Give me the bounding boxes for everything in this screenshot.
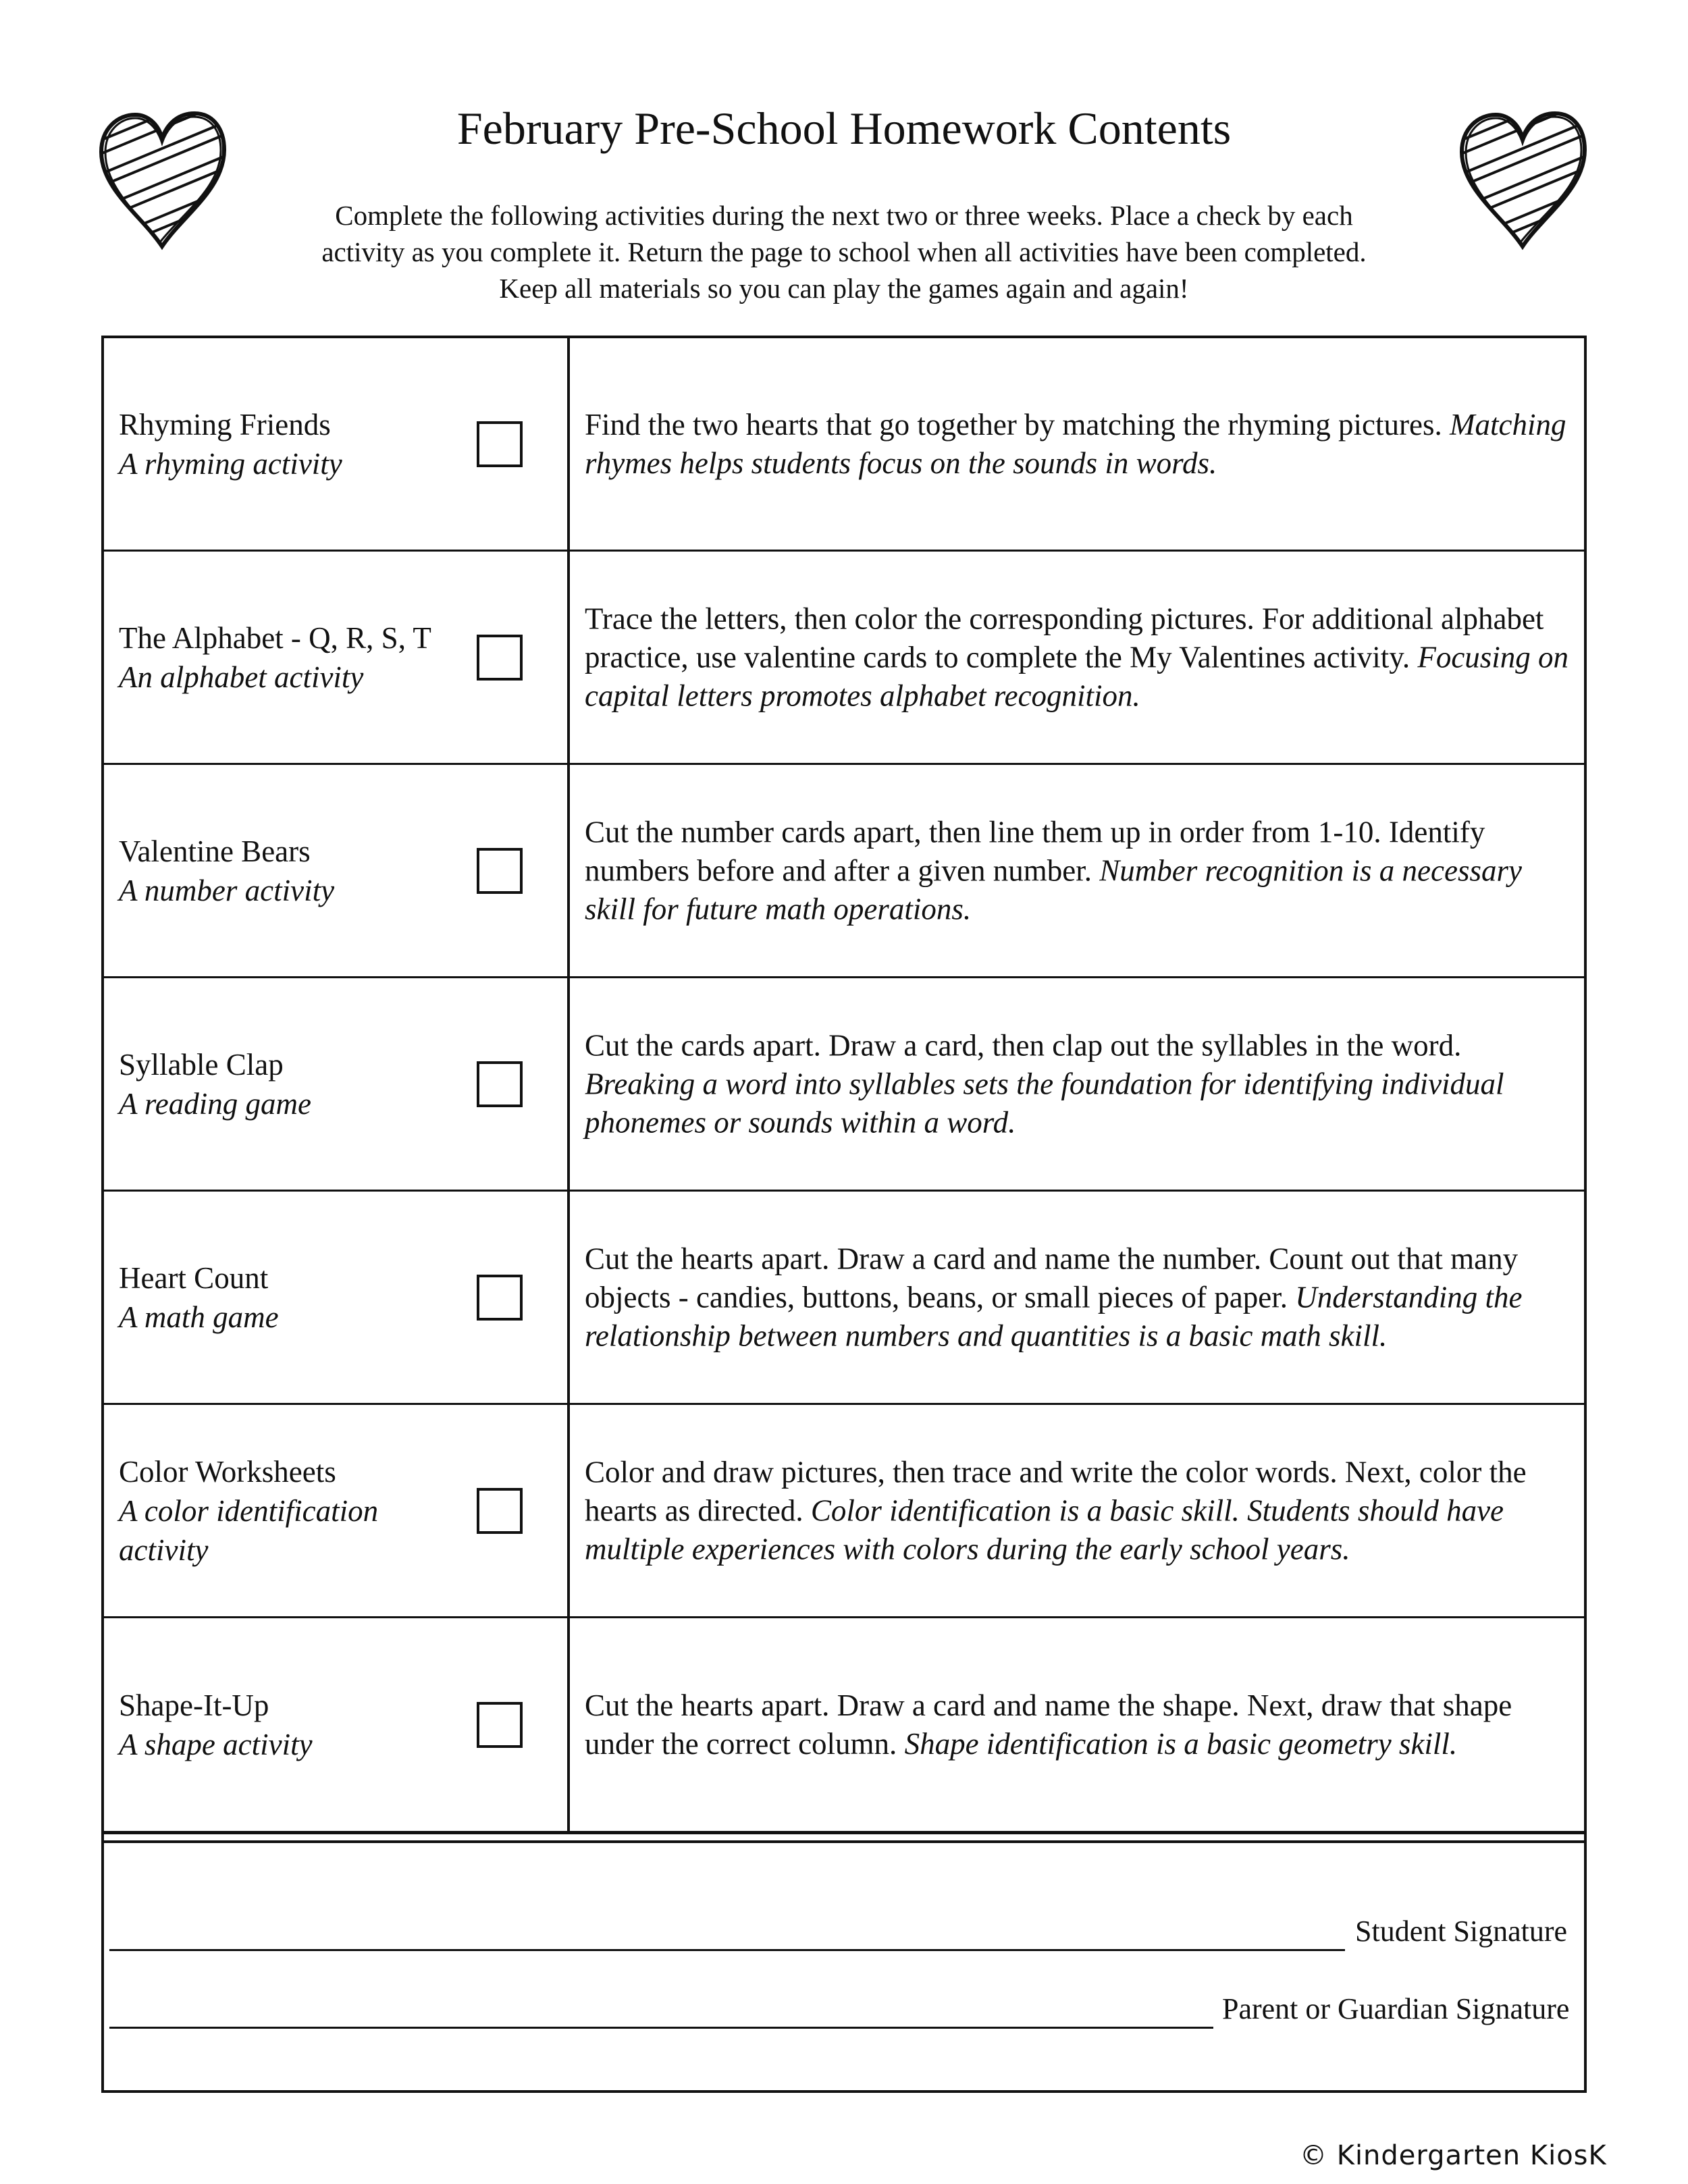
student-signature-label: Student Signature [1355, 1915, 1568, 1948]
activity-table [101, 336, 1587, 1843]
activity-rationale: Color identification is a basic skill. Students should have multiple experiences with colors during the early school years. [585, 1493, 1504, 1566]
activity-name-cell [104, 978, 570, 1190]
activity-description-cell [570, 765, 1584, 976]
activity-title: The Alphabet - Q, R, S, T [119, 620, 431, 655]
activity-name-cell [104, 1192, 570, 1403]
activity-description: Cut the cards apart. Draw a card, then clap out the syllables in the word. [585, 1028, 1462, 1062]
activity-title: Rhyming Friends [119, 407, 331, 442]
signature-line [109, 2027, 1213, 2029]
activity-rationale: Understanding the relationship between numbers and quantities is a basic math skill. [585, 1280, 1523, 1352]
activity-checkbox[interactable] [477, 421, 523, 467]
activity-row [104, 552, 1584, 765]
activity-checkbox[interactable] [477, 1061, 523, 1107]
parent-signature-field[interactable] [109, 1988, 1581, 2029]
activity-description-cell [570, 338, 1584, 550]
activity-description-cell [570, 552, 1584, 763]
activity-type: A rhyming activity [119, 446, 342, 481]
instructions-line: Keep all materials so you can play the games again and again! [499, 273, 1189, 304]
copyright: © Kindergarten KiosK [1300, 2140, 1607, 2171]
activity-checkbox[interactable] [477, 635, 523, 681]
student-signature-field[interactable] [109, 1911, 1581, 1951]
activity-type: An alphabet activity [119, 660, 364, 694]
activity-description-cell [570, 1405, 1584, 1616]
activity-name-cell [104, 765, 570, 976]
instructions [257, 197, 1431, 307]
activity-title: Syllable Clap [119, 1047, 284, 1082]
activity-checkbox[interactable] [477, 1702, 523, 1748]
parent-signature-label: Parent or Guardian Signature [1222, 1992, 1570, 2025]
activity-description-cell [570, 1192, 1584, 1403]
activity-row [104, 338, 1584, 552]
instructions-line: activity as you complete it. Return the page to school when all activities have been completed. [321, 236, 1367, 267]
activity-description: Find the two hearts that go together by matching the rhyming pictures. [585, 407, 1442, 442]
activity-checkbox[interactable] [477, 848, 523, 894]
activity-type: A math game [119, 1300, 279, 1334]
activity-rationale: Shape identification is a basic geometry skill. [904, 1726, 1458, 1761]
activity-description: Cut the number cards apart, then line them up in order from 1-10. Identify numbers before and after a given number. [585, 815, 1485, 887]
signature-line [109, 1949, 1345, 1951]
activity-description: Cut the hearts apart. Draw a card and name the number. Count out that many objects - candies, buttons, beans, or small pieces of paper. [585, 1242, 1519, 1314]
activity-row [104, 1192, 1584, 1405]
activity-type: A shape activity [119, 1727, 313, 1761]
activity-name-cell [104, 338, 570, 550]
activity-description-cell [570, 1618, 1584, 1831]
activity-rationale: Breaking a word into syllables sets the foundation for identifying individual phonemes or sounds within a word. [585, 1067, 1504, 1139]
activity-name-cell [104, 1405, 570, 1616]
instructions-line: Complete the following activities during the next two or three weeks. Place a check by each [335, 200, 1353, 231]
activity-checkbox[interactable] [477, 1275, 523, 1321]
activity-rationale: Matching rhymes helps students focus on the sounds in words. [585, 407, 1566, 480]
page-title: February Pre-School Homework Contents [456, 103, 1232, 154]
activity-row [104, 978, 1584, 1192]
activity-description-cell [570, 978, 1584, 1190]
activity-type: A number activity [119, 873, 335, 907]
signature-box [101, 1843, 1587, 2093]
activity-row [104, 765, 1584, 978]
activity-title: Heart Count [119, 1260, 269, 1295]
activity-description: Cut the hearts apart. Draw a card and name the shape. Next, draw that shape under the correct column. [585, 1688, 1512, 1761]
activity-rationale: Number recognition is a necessary skill for future math operations. [585, 853, 1522, 926]
activity-title: Shape-It-Up [119, 1688, 269, 1722]
activity-row [104, 1618, 1584, 1834]
activity-description: Trace the letters, then color the corresponding pictures. For additional alphabet practice, use valentine cards to complete the My Valentines activity. [585, 602, 1544, 674]
activity-description: Color and draw pictures, then trace and write the color words. Next, color the hearts as directed. [585, 1455, 1527, 1527]
activity-rationale: Focusing on capital letters promotes alphabet recognition. [585, 640, 1569, 712]
activity-type: A reading game [119, 1086, 311, 1121]
activity-row [104, 1405, 1584, 1618]
activity-name-cell [104, 1618, 570, 1831]
activity-title: Valentine Bears [119, 834, 311, 868]
activity-title: Color Worksheets [119, 1454, 336, 1489]
activity-type: A color identification activity [119, 1493, 379, 1567]
activity-checkbox[interactable] [477, 1488, 523, 1534]
activity-name-cell [104, 552, 570, 763]
